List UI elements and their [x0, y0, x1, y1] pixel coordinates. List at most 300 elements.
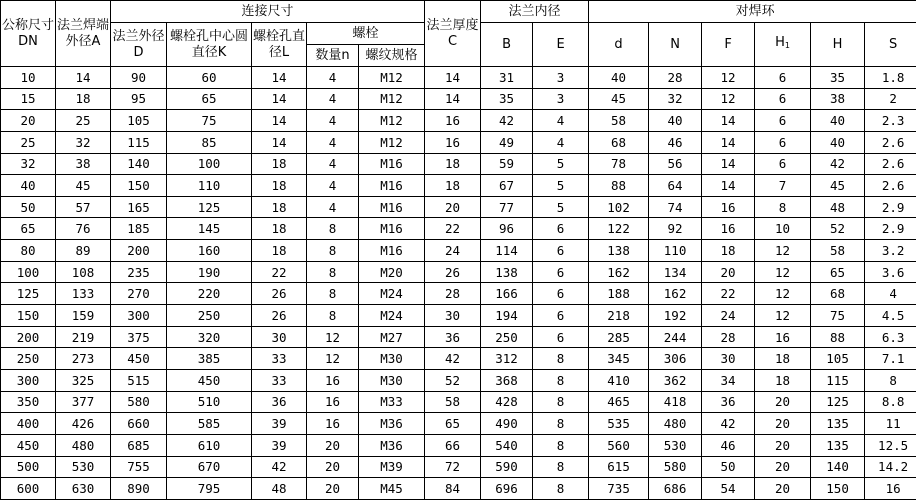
header-b: B: [481, 23, 533, 67]
cell-a: 273: [56, 348, 111, 370]
cell-d: 375: [111, 326, 167, 348]
cell-ring-f: 22: [702, 283, 755, 305]
cell-ring-h: 42: [811, 153, 865, 175]
cell-d: 300: [111, 305, 167, 327]
cell-ring-n: 92: [649, 218, 702, 240]
cell-ring-h1: 6: [755, 131, 811, 153]
header-ring-h1: [755, 23, 811, 67]
cell-c: 14: [425, 88, 481, 110]
cell-b: 368: [481, 369, 533, 391]
cell-ring-h1: 16: [755, 326, 811, 348]
cell-ring-h: 68: [811, 283, 865, 305]
header-ring-d: d: [589, 23, 649, 67]
cell-ring-f: 14: [702, 110, 755, 132]
cell-ring-f: 30: [702, 348, 755, 370]
cell-n: 8: [307, 261, 359, 283]
cell-ring-h1: 20: [755, 478, 811, 500]
cell-ring-h1: 6: [755, 153, 811, 175]
cell-a: 325: [56, 369, 111, 391]
cell-ring-h1: 20: [755, 413, 811, 435]
cell-dn: 125: [1, 283, 56, 305]
cell-d: 660: [111, 413, 167, 435]
cell-c: 14: [425, 67, 481, 89]
cell-n: 4: [307, 175, 359, 197]
header-bolt-quantity: 数量n: [307, 45, 359, 67]
cell-ring-f: 16: [702, 218, 755, 240]
cell-ring-h: 125: [811, 391, 865, 413]
cell-ring-s: 2.3: [865, 110, 916, 132]
cell-ring-d: 188: [589, 283, 649, 305]
cell-spec: M16: [359, 196, 425, 218]
table-row: [1, 391, 916, 413]
cell-d: 95: [111, 88, 167, 110]
cell-ring-s: 2.6: [865, 131, 916, 153]
cell-ring-d: 102: [589, 196, 649, 218]
cell-ring-s: 12.5: [865, 434, 916, 456]
cell-dn: 40: [1, 175, 56, 197]
cell-n: 12: [307, 326, 359, 348]
cell-b: 590: [481, 456, 533, 478]
cell-n: 4: [307, 196, 359, 218]
cell-b: 166: [481, 283, 533, 305]
table-row: [1, 305, 916, 327]
cell-d: 140: [111, 153, 167, 175]
table-row: [1, 218, 916, 240]
cell-ring-d: 615: [589, 456, 649, 478]
cell-b: 59: [481, 153, 533, 175]
cell-l: 33: [252, 369, 307, 391]
cell-ring-h1: 10: [755, 218, 811, 240]
cell-ring-h1: 8: [755, 196, 811, 218]
cell-ring-h1: 18: [755, 369, 811, 391]
cell-ring-d: 465: [589, 391, 649, 413]
cell-ring-s: 2: [865, 88, 916, 110]
cell-k: 85: [167, 131, 252, 153]
cell-c: 20: [425, 196, 481, 218]
cell-ring-h: 38: [811, 88, 865, 110]
cell-ring-h: 75: [811, 305, 865, 327]
cell-d: 890: [111, 478, 167, 500]
cell-dn: 25: [1, 131, 56, 153]
cell-ring-f: 14: [702, 131, 755, 153]
cell-a: 377: [56, 391, 111, 413]
cell-ring-d: 45: [589, 88, 649, 110]
cell-b: 540: [481, 434, 533, 456]
cell-d: 150: [111, 175, 167, 197]
cell-ring-d: 122: [589, 218, 649, 240]
cell-spec: M12: [359, 131, 425, 153]
table-body: [1, 67, 916, 500]
cell-ring-d: 138: [589, 240, 649, 262]
cell-ring-s: 16: [865, 478, 916, 500]
cell-a: 630: [56, 478, 111, 500]
cell-ring-f: 14: [702, 175, 755, 197]
cell-l: 14: [252, 110, 307, 132]
cell-n: 16: [307, 391, 359, 413]
cell-b: 114: [481, 240, 533, 262]
cell-e: 8: [533, 369, 589, 391]
cell-n: 20: [307, 434, 359, 456]
cell-ring-d: 560: [589, 434, 649, 456]
cell-c: 16: [425, 131, 481, 153]
table-row: [1, 196, 916, 218]
cell-e: 5: [533, 196, 589, 218]
cell-b: 42: [481, 110, 533, 132]
cell-ring-n: 530: [649, 434, 702, 456]
cell-e: 8: [533, 391, 589, 413]
cell-e: 3: [533, 67, 589, 89]
cell-ring-d: 535: [589, 413, 649, 435]
cell-ring-d: 345: [589, 348, 649, 370]
cell-ring-s: 2.6: [865, 153, 916, 175]
cell-spec: M39: [359, 456, 425, 478]
table-row: [1, 175, 916, 197]
cell-ring-n: 56: [649, 153, 702, 175]
cell-ring-n: 192: [649, 305, 702, 327]
cell-ring-n: 306: [649, 348, 702, 370]
cell-ring-f: 36: [702, 391, 755, 413]
cell-dn: 65: [1, 218, 56, 240]
cell-spec: M27: [359, 326, 425, 348]
cell-c: 84: [425, 478, 481, 500]
table-row: [1, 348, 916, 370]
cell-dn: 10: [1, 67, 56, 89]
cell-ring-h1: 12: [755, 261, 811, 283]
cell-k: 385: [167, 348, 252, 370]
cell-ring-h: 58: [811, 240, 865, 262]
cell-ring-d: 162: [589, 261, 649, 283]
cell-l: 18: [252, 175, 307, 197]
cell-n: 16: [307, 369, 359, 391]
cell-c: 30: [425, 305, 481, 327]
cell-b: 490: [481, 413, 533, 435]
cell-dn: 200: [1, 326, 56, 348]
cell-ring-s: 6.3: [865, 326, 916, 348]
header-ring-s: S: [865, 23, 916, 67]
cell-l: 18: [252, 240, 307, 262]
cell-k: 670: [167, 456, 252, 478]
cell-c: 52: [425, 369, 481, 391]
cell-spec: M20: [359, 261, 425, 283]
cell-ring-n: 480: [649, 413, 702, 435]
cell-spec: M24: [359, 283, 425, 305]
cell-dn: 450: [1, 434, 56, 456]
table-row: [1, 67, 916, 89]
cell-n: 4: [307, 131, 359, 153]
cell-ring-s: 4: [865, 283, 916, 305]
cell-ring-h1: 20: [755, 434, 811, 456]
cell-spec: M12: [359, 110, 425, 132]
cell-e: 4: [533, 131, 589, 153]
cell-l: 42: [252, 456, 307, 478]
cell-ring-f: 18: [702, 240, 755, 262]
cell-l: 30: [252, 326, 307, 348]
cell-ring-d: 58: [589, 110, 649, 132]
cell-c: 58: [425, 391, 481, 413]
cell-e: 8: [533, 413, 589, 435]
cell-ring-f: 50: [702, 456, 755, 478]
cell-ring-s: 8.8: [865, 391, 916, 413]
cell-ring-h1: 6: [755, 88, 811, 110]
cell-a: 18: [56, 88, 111, 110]
cell-d: 200: [111, 240, 167, 262]
cell-spec: M33: [359, 391, 425, 413]
table-row: [1, 261, 916, 283]
cell-c: 28: [425, 283, 481, 305]
cell-ring-f: 14: [702, 153, 755, 175]
cell-e: 8: [533, 434, 589, 456]
header-bolt-circle: 螺栓孔中心圆直径K: [167, 23, 252, 67]
cell-e: 6: [533, 261, 589, 283]
header-ring-h: H: [811, 23, 865, 67]
cell-ring-s: 3.2: [865, 240, 916, 262]
cell-dn: 250: [1, 348, 56, 370]
cell-ring-d: 735: [589, 478, 649, 500]
cell-ring-h: 88: [811, 326, 865, 348]
cell-ring-h: 48: [811, 196, 865, 218]
cell-ring-s: 4.5: [865, 305, 916, 327]
table-row: [1, 240, 916, 262]
header-bolt: 螺栓: [307, 23, 425, 45]
header-flange-inner-diameter: 法兰内径: [481, 1, 589, 23]
cell-l: 14: [252, 67, 307, 89]
cell-b: 428: [481, 391, 533, 413]
table-row: [1, 153, 916, 175]
cell-k: 450: [167, 369, 252, 391]
cell-a: 426: [56, 413, 111, 435]
cell-n: 16: [307, 413, 359, 435]
cell-spec: M12: [359, 67, 425, 89]
cell-spec: M16: [359, 240, 425, 262]
cell-a: 14: [56, 67, 111, 89]
cell-d: 165: [111, 196, 167, 218]
cell-a: 32: [56, 131, 111, 153]
cell-k: 320: [167, 326, 252, 348]
cell-e: 6: [533, 326, 589, 348]
cell-c: 65: [425, 413, 481, 435]
cell-spec: M36: [359, 434, 425, 456]
cell-e: 6: [533, 305, 589, 327]
table-row: [1, 131, 916, 153]
header-weld-ring: 对焊环: [589, 1, 916, 23]
cell-b: 67: [481, 175, 533, 197]
cell-spec: M24: [359, 305, 425, 327]
cell-n: 8: [307, 240, 359, 262]
cell-ring-h: 150: [811, 478, 865, 500]
table-header: [1, 1, 916, 67]
cell-k: 100: [167, 153, 252, 175]
cell-a: 108: [56, 261, 111, 283]
header-flange-od: 法兰外径D: [111, 23, 167, 67]
header-bolt-hole-diameter: 螺栓孔直径L: [252, 23, 307, 67]
cell-ring-s: 14.2: [865, 456, 916, 478]
cell-ring-n: 64: [649, 175, 702, 197]
cell-dn: 100: [1, 261, 56, 283]
cell-l: 48: [252, 478, 307, 500]
cell-ring-n: 418: [649, 391, 702, 413]
cell-ring-s: 2.9: [865, 218, 916, 240]
header-thread-spec: 螺纹规格: [359, 45, 425, 67]
table-row: [1, 88, 916, 110]
cell-ring-s: 8: [865, 369, 916, 391]
table-row: [1, 110, 916, 132]
h1-letter: H: [775, 35, 785, 50]
cell-n: 8: [307, 218, 359, 240]
cell-c: 18: [425, 153, 481, 175]
cell-a: 133: [56, 283, 111, 305]
cell-a: 219: [56, 326, 111, 348]
cell-e: 6: [533, 218, 589, 240]
cell-ring-s: 2.9: [865, 196, 916, 218]
cell-k: 585: [167, 413, 252, 435]
cell-d: 115: [111, 131, 167, 153]
cell-n: 4: [307, 67, 359, 89]
cell-ring-h: 115: [811, 369, 865, 391]
cell-a: 38: [56, 153, 111, 175]
cell-l: 26: [252, 283, 307, 305]
cell-ring-h: 35: [811, 67, 865, 89]
cell-ring-d: 68: [589, 131, 649, 153]
cell-c: 16: [425, 110, 481, 132]
cell-k: 75: [167, 110, 252, 132]
cell-e: 4: [533, 110, 589, 132]
cell-ring-n: 32: [649, 88, 702, 110]
cell-ring-h1: 6: [755, 67, 811, 89]
cell-ring-n: 362: [649, 369, 702, 391]
cell-l: 18: [252, 218, 307, 240]
cell-ring-n: 134: [649, 261, 702, 283]
cell-d: 105: [111, 110, 167, 132]
cell-n: 4: [307, 110, 359, 132]
cell-k: 190: [167, 261, 252, 283]
cell-dn: 500: [1, 456, 56, 478]
cell-n: 8: [307, 283, 359, 305]
cell-k: 145: [167, 218, 252, 240]
cell-ring-n: 110: [649, 240, 702, 262]
cell-ring-f: 20: [702, 261, 755, 283]
cell-spec: M16: [359, 175, 425, 197]
cell-ring-h1: 20: [755, 391, 811, 413]
table-row: [1, 413, 916, 435]
cell-c: 66: [425, 434, 481, 456]
cell-ring-h: 105: [811, 348, 865, 370]
cell-c: 42: [425, 348, 481, 370]
cell-ring-h1: 12: [755, 305, 811, 327]
cell-b: 312: [481, 348, 533, 370]
cell-l: 36: [252, 391, 307, 413]
cell-l: 39: [252, 434, 307, 456]
header-weld-end-od: 法兰焊端外径A: [56, 1, 111, 67]
cell-ring-f: 46: [702, 434, 755, 456]
cell-d: 755: [111, 456, 167, 478]
cell-ring-h: 45: [811, 175, 865, 197]
table-row: [1, 283, 916, 305]
cell-b: 35: [481, 88, 533, 110]
cell-e: 6: [533, 283, 589, 305]
cell-l: 14: [252, 88, 307, 110]
cell-ring-d: 40: [589, 67, 649, 89]
cell-ring-h: 140: [811, 456, 865, 478]
cell-l: 33: [252, 348, 307, 370]
cell-d: 580: [111, 391, 167, 413]
cell-ring-h1: 7: [755, 175, 811, 197]
cell-dn: 80: [1, 240, 56, 262]
cell-e: 5: [533, 153, 589, 175]
cell-k: 160: [167, 240, 252, 262]
header-dn: 公称尺寸DN: [1, 1, 56, 67]
table-row: [1, 369, 916, 391]
cell-k: 510: [167, 391, 252, 413]
cell-k: 795: [167, 478, 252, 500]
cell-dn: 600: [1, 478, 56, 500]
cell-c: 36: [425, 326, 481, 348]
cell-e: 5: [533, 175, 589, 197]
cell-k: 110: [167, 175, 252, 197]
cell-ring-s: 11: [865, 413, 916, 435]
cell-dn: 400: [1, 413, 56, 435]
cell-e: 8: [533, 478, 589, 500]
table-row: [1, 456, 916, 478]
cell-b: 138: [481, 261, 533, 283]
cell-ring-f: 12: [702, 88, 755, 110]
cell-ring-f: 42: [702, 413, 755, 435]
cell-ring-n: 40: [649, 110, 702, 132]
cell-b: 31: [481, 67, 533, 89]
table-row: [1, 478, 916, 500]
cell-e: 8: [533, 456, 589, 478]
cell-d: 185: [111, 218, 167, 240]
cell-k: 250: [167, 305, 252, 327]
cell-a: 76: [56, 218, 111, 240]
cell-c: 22: [425, 218, 481, 240]
h1-subscript: 1: [784, 41, 790, 50]
cell-l: 14: [252, 131, 307, 153]
cell-b: 49: [481, 131, 533, 153]
cell-b: 696: [481, 478, 533, 500]
cell-ring-h1: 6: [755, 110, 811, 132]
cell-ring-s: 7.1: [865, 348, 916, 370]
cell-dn: 300: [1, 369, 56, 391]
cell-c: 26: [425, 261, 481, 283]
cell-dn: 150: [1, 305, 56, 327]
cell-n: 4: [307, 153, 359, 175]
cell-l: 18: [252, 196, 307, 218]
cell-ring-n: 580: [649, 456, 702, 478]
cell-dn: 50: [1, 196, 56, 218]
cell-d: 90: [111, 67, 167, 89]
cell-n: 20: [307, 478, 359, 500]
cell-k: 220: [167, 283, 252, 305]
cell-ring-d: 285: [589, 326, 649, 348]
cell-dn: 350: [1, 391, 56, 413]
cell-spec: M36: [359, 413, 425, 435]
header-flange-thickness: 法兰厚度C: [425, 1, 481, 67]
cell-d: 685: [111, 434, 167, 456]
cell-d: 235: [111, 261, 167, 283]
cell-ring-f: 34: [702, 369, 755, 391]
cell-ring-s: 1.8: [865, 67, 916, 89]
cell-ring-f: 54: [702, 478, 755, 500]
header-connection-dimensions: 连接尺寸: [111, 1, 425, 23]
cell-ring-h: 40: [811, 110, 865, 132]
cell-ring-d: 78: [589, 153, 649, 175]
cell-ring-h1: 12: [755, 283, 811, 305]
cell-l: 22: [252, 261, 307, 283]
cell-spec: M30: [359, 369, 425, 391]
cell-spec: M12: [359, 88, 425, 110]
cell-ring-n: 162: [649, 283, 702, 305]
cell-d: 450: [111, 348, 167, 370]
